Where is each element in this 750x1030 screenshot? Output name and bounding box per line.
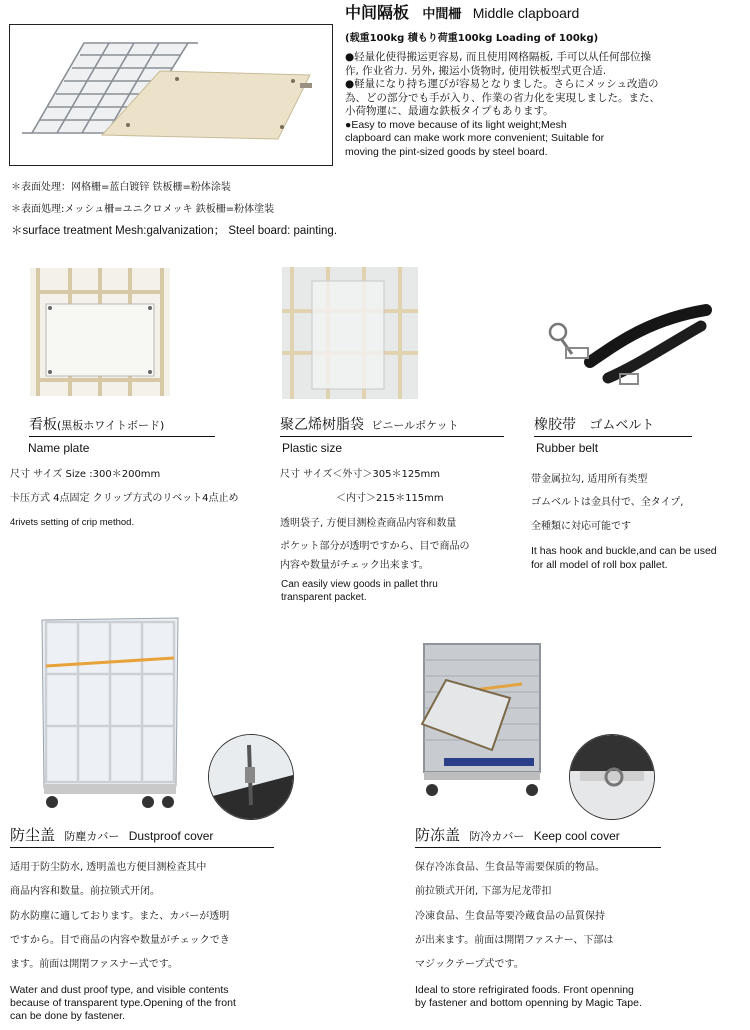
belt-desc-en-line: It has hook and buckle,and can be used (531, 545, 717, 557)
clapboard-illustration (10, 25, 332, 165)
plastic-title-jp: ビニールポケット (371, 419, 459, 432)
belt-title-cn: 橡胶带 (534, 417, 576, 433)
plastic-desc-line: ポケット部分が透明ですから、目で商品の (280, 541, 470, 552)
plastic-size-inner: ＜内寸＞215＊115mm (336, 493, 444, 504)
rubber-belt-photo (536, 296, 712, 400)
nameplate-size: 尺寸 サイズ Size :300＊200mm (10, 469, 161, 480)
cool-cover-title-cn: 防冻盖 (415, 826, 461, 844)
nameplate-title-cn: 看板 (29, 417, 57, 433)
clapboard-bullet-line: 作, 作业省力. 另外, 搬运小货物时, 使用铁板型式更合适. (345, 64, 607, 77)
clapboard-title-en: Middle clapboard (472, 5, 580, 21)
clapboard-bullet-line: ●轻量化使得搬运更容易, 而且使用网格隔板, 手可以从任何部位操 (345, 51, 652, 63)
cool-cover-title-en: Keep cool cover (533, 829, 620, 843)
dustproof-desc-en-line: can be done by fastener. (10, 1010, 126, 1022)
belt-desc-line: 带金属拉勾, 适用所有类型 (531, 474, 648, 485)
dustproof-desc-line: 防水防塵に適しております。また、カバーが透明 (10, 911, 230, 922)
cool-cover-title (415, 828, 661, 848)
cool-cover-desc-en-line: by fastener and bottom openning by Magic Tape. (415, 997, 642, 1009)
belt-desc-line: 全種類に対応可能です (531, 521, 631, 532)
belt-title-jp: ゴムベルト (589, 418, 655, 433)
cool-cover-desc-en-line: Ideal to store refrigirated foods. Front openning (415, 984, 634, 996)
cool-cover-photo (418, 640, 546, 802)
belt-desc-en-line: for all model of roll box pallet. (531, 559, 668, 571)
cool-cover-desc-line: マジックテープ式です。 (415, 959, 524, 970)
plastic-size-outer: 尺寸 サイズ＜外寸＞305＊125mm (280, 469, 441, 480)
belt-title-en: Rubber belt (536, 441, 599, 455)
plastic-title (280, 418, 504, 437)
nameplate-title-jp: (黒板ホワイトボード) (57, 419, 165, 432)
cool-cover-desc-line: が出来ます。前面は開閉ファスナー、下部は (415, 935, 614, 946)
clapboard-bullet-line: ●Easy to move because of its light weight;Mesh (345, 118, 567, 131)
clapboard-bullet-line: moving the pint-sized goods by steel board. (345, 145, 548, 158)
nameplate-title (29, 418, 215, 437)
surface-en: ＊surface treatment Mesh:galvanization； Steel board: painting. (11, 225, 338, 237)
cool-cover-title-jp: 防冷カバー (469, 830, 525, 843)
plastic-title-en: Plastic size (282, 441, 343, 455)
clapboard-bullet-line: 小荷物運に、最適な鉄板タイプもあります。 (345, 105, 554, 117)
cool-cover-desc-line: 保存冷冻食品、生食品等需要保质的物品。 (415, 862, 605, 873)
dustproof-desc-line: ですから。目で商品の内容や数量がチェックでき (10, 935, 230, 946)
belt-desc-line: ゴムベルトは金具付で、全タイプ, (531, 497, 684, 508)
dustproof-desc-en-line: because of transparent type.Opening of the front (10, 997, 236, 1009)
dustproof-desc-line: 商品内容和数量。前拉锁式开闭。 (10, 886, 160, 897)
dustproof-zipper-closeup (208, 734, 294, 820)
cool-cover-hook-closeup (569, 734, 655, 820)
clapboard-title (345, 3, 580, 28)
dustproof-title-cn: 防尘盖 (10, 826, 56, 844)
clapboard-photo (9, 24, 333, 166)
nameplate-rivets: 4rivets setting of crip method. (10, 517, 135, 528)
cool-cover-desc-line: 前拉锁式开闭, 下部为尼龙带扣 (415, 886, 552, 897)
dustproof-title (10, 828, 274, 848)
clapboard-bullet-line: 為、どの部分でも手が入り、作業の省力化を実現しました。また、 (345, 91, 660, 104)
dustproof-cover-photo (38, 616, 182, 812)
clapboard-bullet-line: ●軽量になり持ち運びが容易となりました。さらにメッシュ改造の (345, 78, 659, 90)
plastic-desc-en-line: transparent packet. (281, 592, 367, 603)
plastic-pocket-photo (282, 267, 418, 399)
clapboard-loading: (载重100kg 積もり荷重100kg Loading of 100kg) (345, 33, 599, 44)
surface-cn: ＊表面处理：网格栅=蓝白镀锌 铁板栅=粉体涂装 (11, 182, 231, 193)
clapboard-title-cn: 中间隔板 (345, 3, 410, 22)
cool-cover-desc-line: 冷凍食品、生食品等要冷蔵食品の品質保持 (415, 911, 605, 922)
nameplate-photo (30, 268, 170, 396)
dustproof-desc-line: 适用于防尘防水, 透明盖也方便目测检查其中 (10, 862, 207, 873)
dustproof-title-en: Dustproof cover (128, 829, 214, 843)
belt-title (534, 418, 692, 437)
plastic-desc-line: 透明袋子, 方便目测检查商品内容和数量 (280, 518, 457, 529)
surface-jp: ＊表面処理:メッシュ柵=ユニクロメッキ 鉄板柵=粉体塗装 (11, 204, 275, 215)
dustproof-title-jp: 防塵カバー (64, 830, 120, 843)
plastic-desc-en-line: Can easily view goods in pallet thru (281, 579, 438, 590)
clapboard-bullets (345, 51, 660, 159)
plastic-title-cn: 聚乙烯树脂袋 (280, 417, 364, 433)
plastic-desc-line: 内容や数量がチェック出来ます。 (280, 560, 429, 571)
nameplate-title-en: Name plate (28, 441, 90, 455)
clapboard-title-jp: 中間柵 (422, 7, 462, 22)
nameplate-fix: 卡压方式 4点固定 クリップ方式のリベット4点止め (10, 493, 239, 504)
dustproof-desc-line: ます。前面は開閉ファスナー式です。 (10, 959, 178, 970)
clapboard-bullet-line: clapboard can make work more convenient; Suitable for (345, 132, 605, 144)
dustproof-desc-en-line: Water and dust proof type, and visible contents (10, 984, 229, 996)
